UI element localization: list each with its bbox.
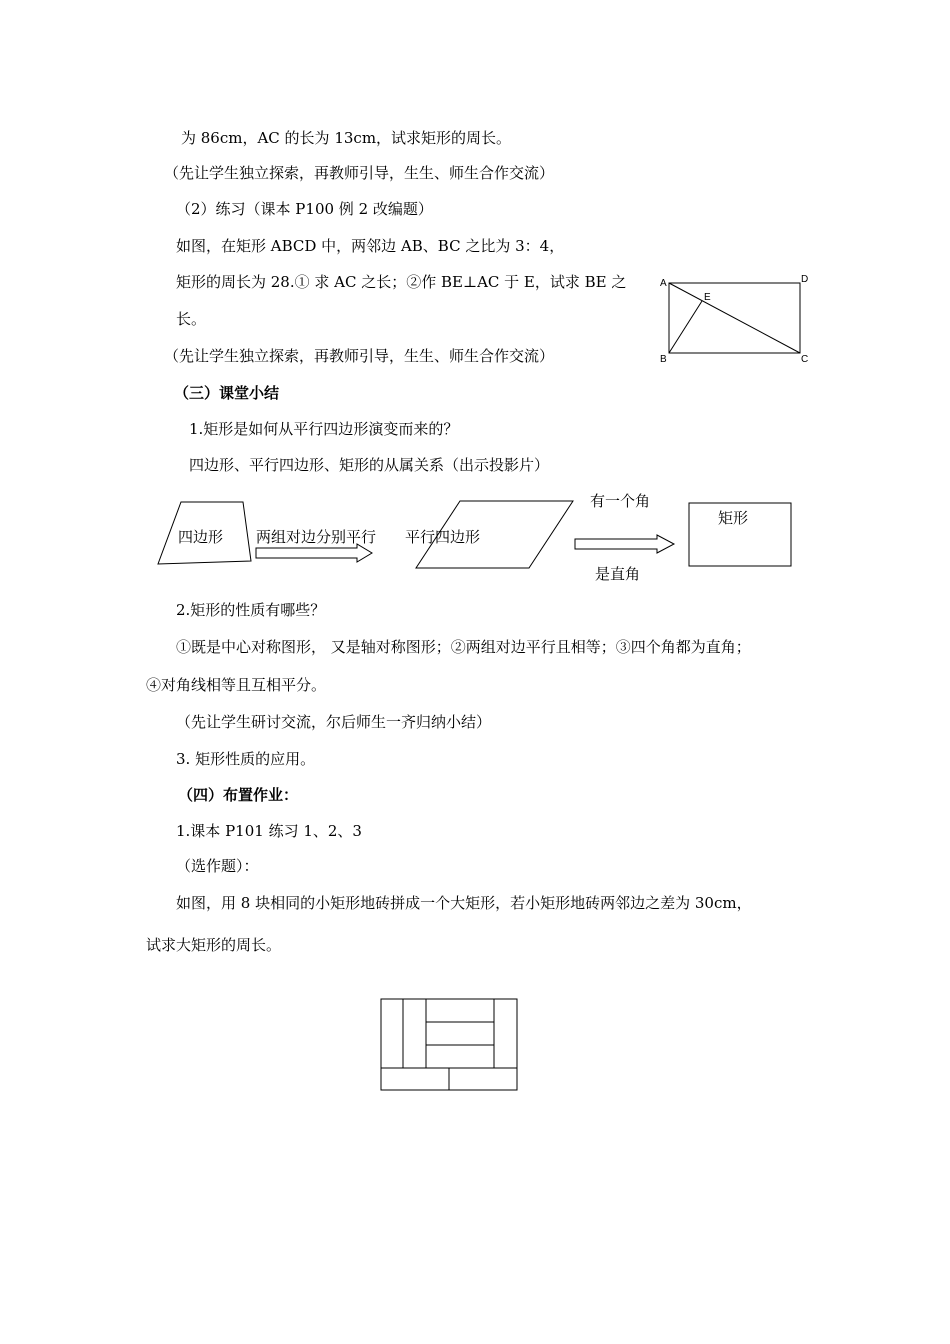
- instruction-note: （先让学生研讨交流，尔后师生一齐归纳小结）: [176, 713, 492, 731]
- text-line: 四边形、平行四边形、矩形的从属关系（出示投影片）: [189, 456, 550, 474]
- exercise-heading: （2）练习（课本 P100 例 2 改编题）: [176, 200, 433, 218]
- section-heading: （四）布置作业：: [178, 786, 299, 804]
- text-line: （选作题）：: [176, 857, 259, 875]
- instruction-note: （先让学生独立探索，再教师引导，生生、师生合作交流）: [164, 347, 555, 365]
- rectangle-label: 矩形: [718, 509, 749, 527]
- text-line: ①既是中心对称图形， 又是轴对称图形；②两组对边平行且相等；③四个角都为直角；: [176, 638, 751, 656]
- text-line: 长。: [176, 310, 207, 328]
- instruction-note: （先让学生独立探索，再教师引导，生生、师生合作交流）: [164, 164, 555, 182]
- label-b: B: [660, 354, 667, 365]
- arrow-2-bottom-label: 是直角: [595, 565, 641, 583]
- label-c: C: [801, 354, 809, 365]
- label-a: A: [660, 278, 667, 289]
- text-line: 矩形的周长为 28.① 求 AC 之长；②作 BE⊥AC 于 E，试求 BE 之: [176, 273, 627, 291]
- label-d: D: [801, 274, 809, 285]
- text-line: 试求大矩形的周长。: [146, 936, 282, 954]
- arrow-1-label: 两组对边分别平行: [256, 528, 377, 546]
- text-line: 1.矩形是如何从平行四边形演变而来的？: [189, 420, 459, 438]
- text-line: ④对角线相等且互相平分。: [146, 676, 327, 694]
- section-heading: （三）课堂小结: [174, 384, 280, 402]
- parallelogram-label: 平行四边形: [405, 528, 481, 546]
- label-e: E: [704, 292, 711, 303]
- text-line: 如图，在矩形 ABCD 中，两邻边 AB、BC 之比为 3：4，: [176, 237, 565, 255]
- quadrilateral-label: 四边形: [178, 528, 224, 546]
- text-line: 1.课本 P101 练习 1、2、3: [176, 822, 362, 840]
- text-line: 为 86cm，AC 的长为 13cm，试求矩形的周长。: [181, 129, 512, 147]
- text-line: 2.矩形的性质有哪些？: [176, 601, 326, 619]
- arrow-2-top-label: 有一个角: [590, 492, 651, 510]
- text-line: 3. 矩形性质的应用。: [176, 750, 316, 768]
- text-line: 如图，用 8 块相同的小矩形地砖拼成一个大矩形，若小矩形地砖两邻边之差为 30cm，: [176, 894, 752, 912]
